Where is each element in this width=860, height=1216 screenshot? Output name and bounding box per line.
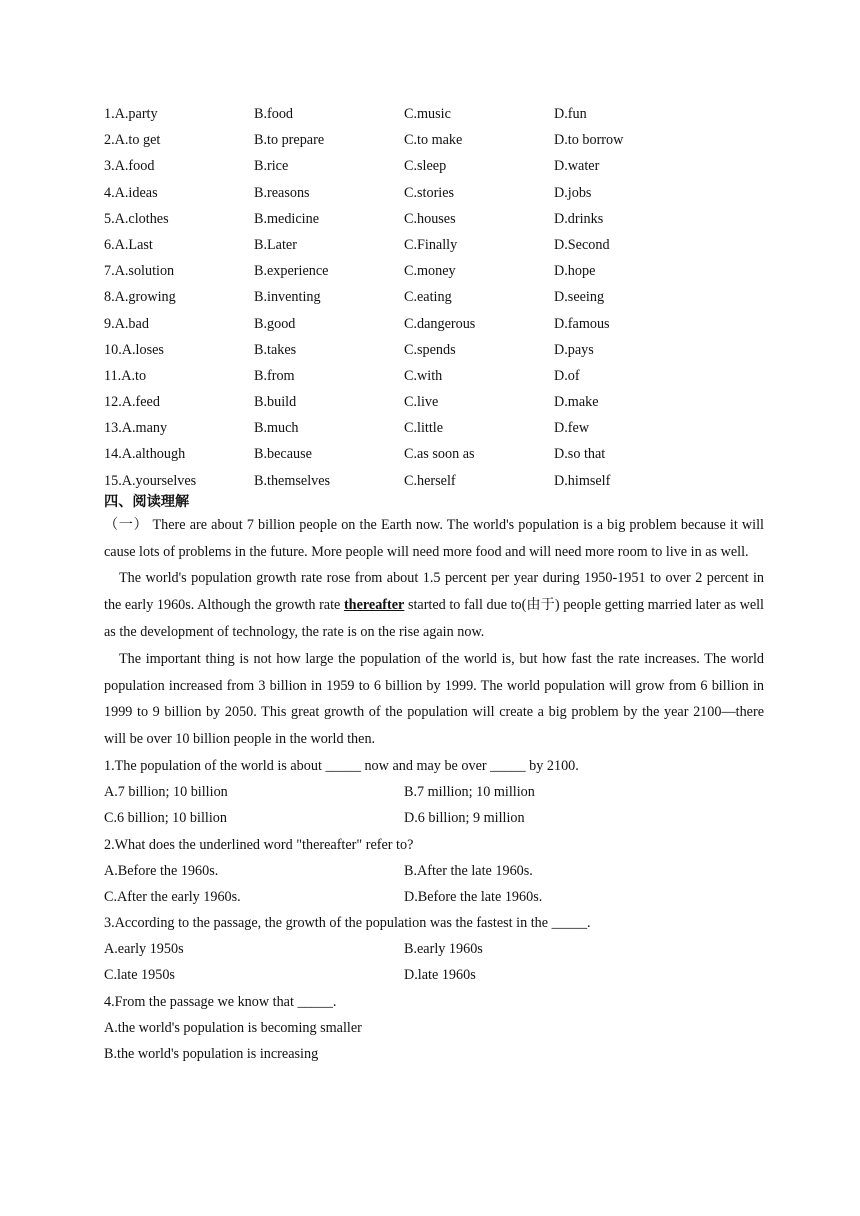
- option-c: C.herself: [404, 472, 456, 489]
- answer-option: C.late 1950s: [104, 967, 175, 984]
- cloze-option-row: [104, 206, 764, 232]
- option-d: D.seeing: [554, 289, 605, 306]
- cloze-option-row: [104, 284, 764, 310]
- option-row: [104, 962, 764, 988]
- option-c: C.stories: [404, 184, 455, 201]
- option-a: 5.A.clothes: [104, 210, 169, 227]
- cloze-option-row: [104, 441, 764, 467]
- cloze-option-row: [104, 468, 764, 494]
- option-d: D.make: [554, 394, 599, 411]
- option-d: D.famous: [554, 315, 610, 332]
- option-d: D.water: [554, 158, 600, 175]
- option-b: B.medicine: [254, 210, 320, 227]
- option-b: B.much: [254, 420, 299, 437]
- answer-option: A.7 billion; 10 billion: [104, 784, 228, 801]
- passage-paragraph-3: The important thing is not how large the population of the world is, but how fast the rate increases. The world population increased from 3 billion in 1959 to 6 billion by 1999. The world population will grow from 6 billion in 1999 to 9 billion by 2050. This great growth of the population will create a big problem by the year 2100—there will be over 10 billion people in the world then.: [104, 650, 764, 748]
- cloze-option-row: [104, 232, 764, 258]
- option-b: B.build: [254, 394, 297, 411]
- option-row: [104, 936, 764, 962]
- option-c: C.houses: [404, 210, 456, 227]
- passage-paragraph-2: [104, 565, 764, 645]
- option-d: D.to borrow: [554, 132, 624, 149]
- option-a: 1.A.party: [104, 106, 158, 122]
- answer-option: A.early 1950s: [104, 941, 184, 958]
- option-row: [104, 858, 764, 884]
- cloze-options-table: [104, 101, 764, 494]
- option-b: B.from: [254, 367, 295, 384]
- answer-option: C.6 billion; 10 billion: [104, 810, 227, 827]
- cloze-option-row: [104, 363, 764, 389]
- question-stem: 4.From the passage we know that _____.: [104, 993, 337, 1010]
- option-a: 4.A.ideas: [104, 184, 158, 201]
- option-row: [104, 884, 764, 910]
- cloze-option-row: [104, 415, 764, 441]
- section-title: 四、阅读理解: [104, 493, 190, 510]
- cloze-option-row: [104, 180, 764, 206]
- questions-list: [104, 753, 764, 989]
- option-a: 7.A.solution: [104, 263, 175, 280]
- option-a: 13.A.many: [104, 420, 168, 437]
- option-c: C.with: [404, 367, 443, 384]
- answer-option: B.After the late 1960s.: [404, 862, 533, 879]
- option-d: D.so that: [554, 446, 606, 463]
- option-row: [104, 779, 764, 805]
- cloze-option-row: [104, 311, 764, 337]
- option-c: C.as soon as: [404, 446, 475, 463]
- option-a: 9.A.bad: [104, 315, 149, 332]
- answer-option: D.late 1960s: [404, 967, 476, 984]
- option-a: 6.A.Last: [104, 236, 153, 253]
- answer-option: C.After the early 1960s.: [104, 888, 241, 905]
- passage-text: The world's population growth rate rose from about 1.5 percent per year during 1950-1951 to over 2 percent in the early 1960s. Although the growth rate: [104, 570, 764, 614]
- option-c: C.eating: [404, 289, 452, 306]
- option-c: C.spends: [404, 341, 456, 358]
- cloze-option-row: [104, 101, 764, 127]
- passage-paragraph-1: （一） There are about 7 billion people on the Earth now. The world's population is a big problem because it will cause lots of problems in the future. More people will need more food and will need more room to live in as well.: [104, 516, 764, 560]
- option-d: D.pays: [554, 341, 594, 358]
- option-d: D.jobs: [554, 184, 592, 201]
- option-d: D.drinks: [554, 210, 604, 227]
- answer-option: A.Before the 1960s.: [104, 862, 219, 879]
- option-a: 15.A.yourselves: [104, 472, 197, 489]
- option-d: D.of: [554, 367, 580, 384]
- option-d: D.Second: [554, 236, 610, 253]
- option-d: D.fun: [554, 106, 587, 122]
- underlined-word: thereafter: [343, 597, 405, 614]
- question-stem: 1.The population of the world is about _____ now and may be over _____ by 2100.: [104, 757, 579, 774]
- option-b: B.to prepare: [254, 132, 325, 149]
- option-a: 12.A.feed: [104, 394, 160, 411]
- option-a: 14.A.although: [104, 446, 186, 463]
- option-a: 2.A.to get: [104, 132, 161, 149]
- option-b: B.takes: [254, 341, 297, 358]
- option-c: C.Finally: [404, 236, 458, 253]
- option-c: C.little: [404, 420, 444, 437]
- option-row: [104, 805, 764, 831]
- answer-option: B.early 1960s: [404, 941, 483, 958]
- option-d: D.hope: [554, 263, 596, 280]
- cloze-option-row: [104, 389, 764, 415]
- option-a: 11.A.to: [104, 367, 147, 384]
- option-b: B.inventing: [254, 289, 321, 306]
- option-a: 8.A.growing: [104, 289, 176, 306]
- page-content: [104, 101, 764, 1067]
- option-b: B.because: [254, 446, 312, 463]
- option-b: B.reasons: [254, 184, 310, 201]
- option-b: B.Later: [254, 236, 297, 253]
- answer-option: B.7 million; 10 million: [404, 784, 535, 801]
- option-a: 10.A.loses: [104, 341, 164, 358]
- option-d: D.few: [554, 420, 590, 437]
- option-b: B.food: [254, 106, 294, 122]
- option-c: C.sleep: [404, 158, 447, 175]
- answer-option: D.6 billion; 9 million: [404, 810, 525, 827]
- answer-option: D.Before the late 1960s.: [404, 888, 543, 905]
- question-stem: 2.What does the underlined word "thereafter" refer to?: [104, 836, 414, 853]
- option-b: B.the world's population is increasing: [104, 1046, 319, 1063]
- passage-text: started to fall due to(由于) people getting married later as well as the development of technology, the rate is on the rise again now.: [104, 597, 765, 640]
- option-b: B.good: [254, 315, 296, 332]
- cloze-option-row: [104, 258, 764, 284]
- question-stem: 3.According to the passage, the growth of the population was the fastest in the _____.: [104, 915, 591, 932]
- option-b: B.themselves: [254, 472, 331, 489]
- option-a: 3.A.food: [104, 158, 155, 175]
- option-d: D.himself: [554, 472, 611, 489]
- option-b: B.experience: [254, 263, 329, 280]
- option-c: C.live: [404, 394, 439, 411]
- cloze-option-row: [104, 153, 764, 179]
- option-b: B.rice: [254, 158, 289, 175]
- cloze-option-row: [104, 337, 764, 363]
- option-c: C.money: [404, 263, 456, 280]
- cloze-option-row: [104, 127, 764, 153]
- option-a: A.the world's population is becoming smaller: [104, 1019, 362, 1036]
- option-c: C.music: [404, 106, 451, 122]
- option-c: C.to make: [404, 132, 463, 149]
- option-c: C.dangerous: [404, 315, 476, 332]
